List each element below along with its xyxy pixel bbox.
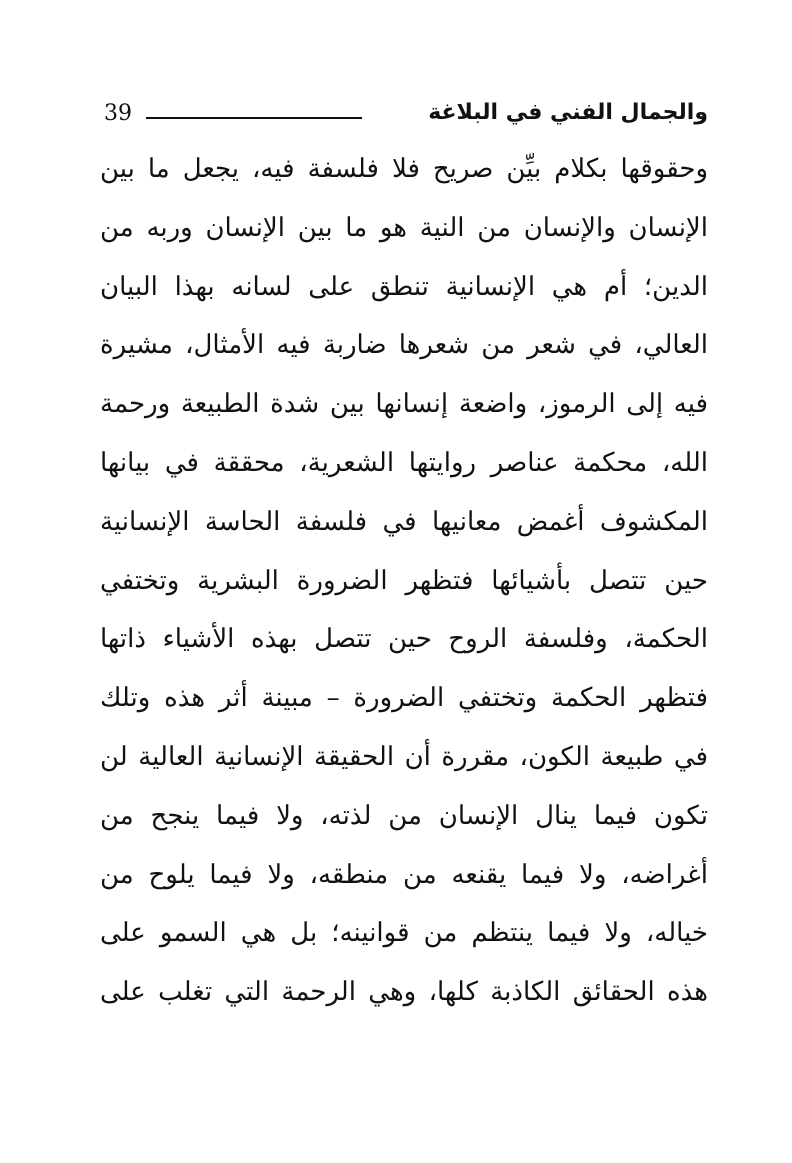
text-line: هذه الحقائق الكاذبة كلها، وهي الرحمة التي تغلب على [100,977,708,1008]
text-line: حين تتصل بأشيائها فتظهر الضرورة البشرية وتختفي [100,565,708,596]
body-text [100,140,708,1022]
text-line: الحكمة، وفلسفة الروح حين تتصل بهذه الأشياء ذاتها [100,624,708,655]
page-number: 39 [104,101,132,126]
running-header-title: والجمال الفني في البلاغة [428,100,708,125]
running-header [96,98,708,138]
text-line: المكشوف أغمض معانيها في فلسفة الحاسة الإنسانية [100,506,708,537]
text-line: خياله، ولا فيما ينتظم من قوانينه؛ بل هي السمو على [100,918,708,949]
text-line: فيه إلى الرموز، واضعة إنسانها بين شدة الطبيعة ورحمة [100,389,708,420]
header-rule [146,117,362,119]
text-line: تكون فيما ينال الإنسان من لذته، ولا فيما ينجح من [100,800,708,831]
text-line: الله، محكمة عناصر روايتها الشعرية، محققة في بيانها [100,447,708,478]
text-line: أغراضه، ولا فيما يقنعه من منطقه، ولا فيما يلوح من [100,859,708,890]
text-line: العالي، في شعر من شعرها ضاربة فيه الأمثال، مشيرة [100,330,708,361]
text-line: فتظهر الحكمة وتختفي الضرورة – مبينة أثر هذه وتلك [100,683,708,714]
text-line: وحقوقها بكلام بيِّن صريح فلا فلسفة فيه، يجعل ما بين [100,154,708,184]
text-line: الدين؛ أم هي الإنسانية تنطق على لسانه بهذا البيان [100,271,708,302]
text-line: الإنسان والإنسان من النية هو ما بين الإنسان وربه من [100,212,708,243]
text-line: في طبيعة الكون، مقررة أن الحقيقة الإنسانية العالية لن [100,741,708,772]
